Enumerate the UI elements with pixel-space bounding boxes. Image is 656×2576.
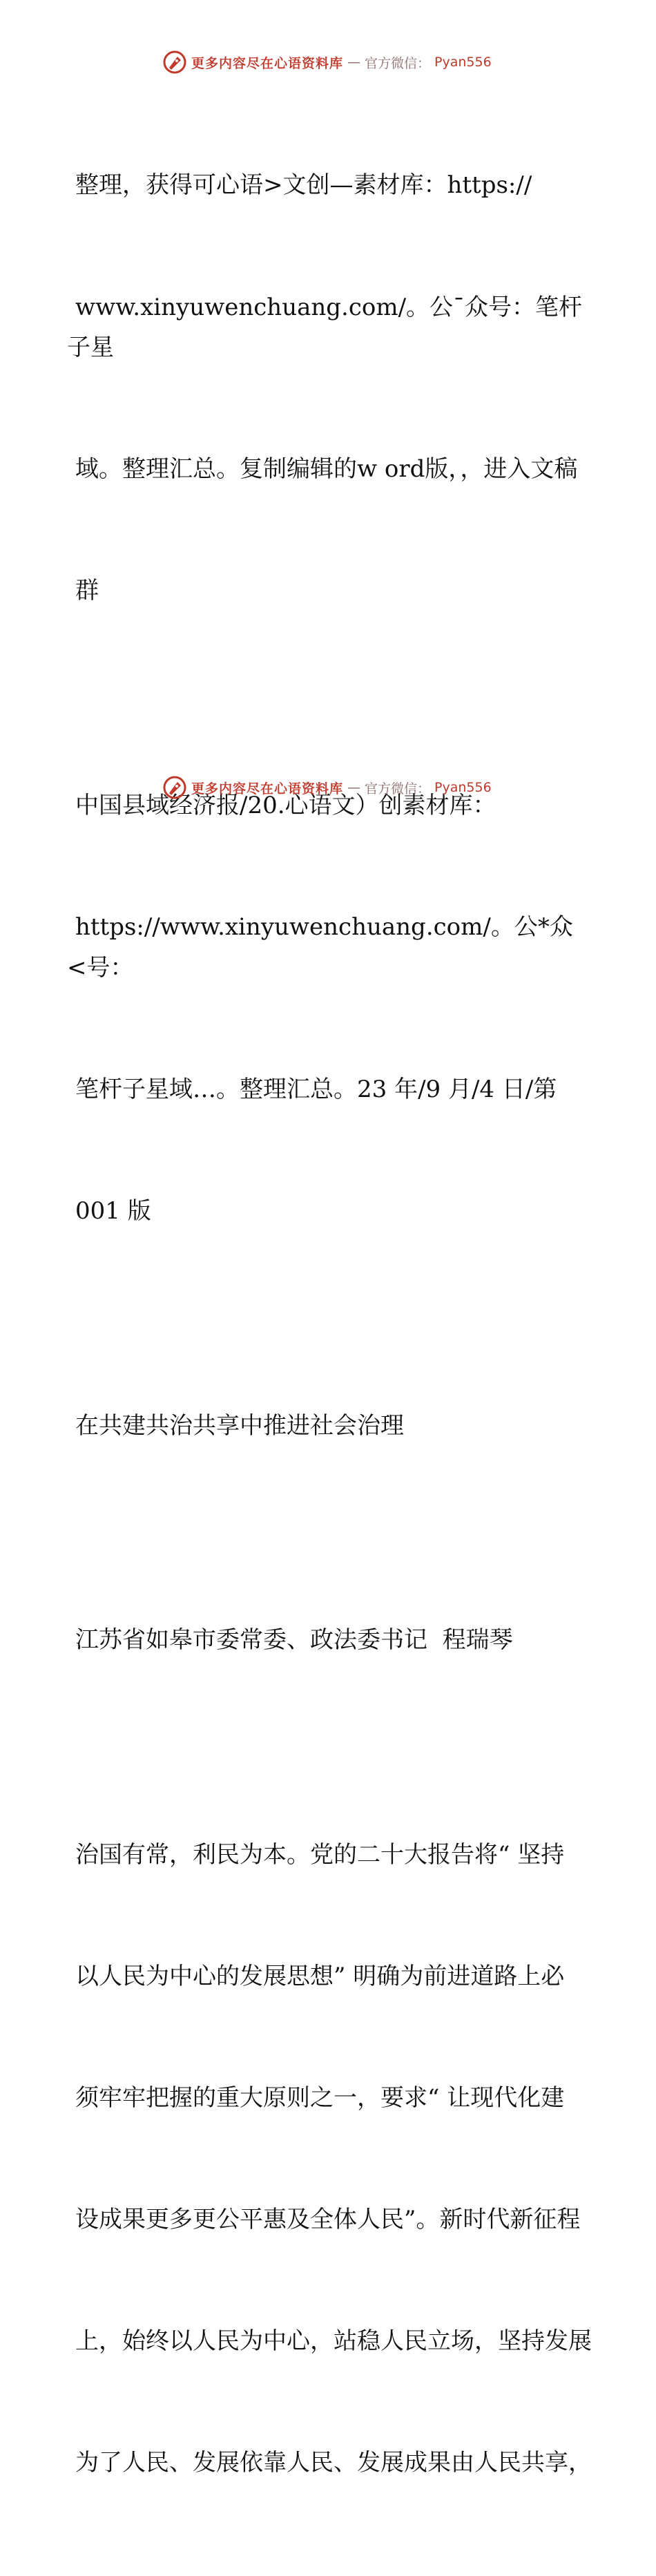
banner-text: 更多内容尽在心语资料库: [191, 781, 344, 796]
paragraph: [67, 1753, 592, 2564]
banner-wechat-label: 官方微信：: [365, 55, 431, 71]
pen-nib-logo-icon: [162, 775, 187, 800]
text-line: 江苏省如皋市委常委、政法委书记 程瑞琴: [75, 1626, 513, 1654]
header-banner: [162, 48, 492, 76]
paragraph: [67, 84, 592, 693]
text-line: 001 版: [75, 1196, 151, 1225]
banner-separator: —: [347, 55, 361, 70]
text-line: www.xinyuwenchuang.com/。公¯众号：笔杆子星: [67, 293, 583, 362]
text-line: 域。整理汇总。复制编辑的w ord版，，进入文稿: [75, 455, 578, 484]
text-line: 在共建共治共享中推进社会治理: [75, 1411, 404, 1440]
banner-separator: —: [347, 780, 361, 795]
text-line: 以人民为中心的发展思想” 明确为前进道路上必: [75, 1962, 565, 1990]
text-line: 为了人民、发展依靠人民、发展成果由人民共享，: [75, 2449, 592, 2477]
footer-banner: [162, 774, 492, 801]
text-line: 上，始终以人民为中心，站稳人民立场，坚持发展: [75, 2327, 592, 2355]
text-line: 整理，获得可心语>文创—素材库：https://: [75, 171, 532, 200]
text-line: 群: [75, 577, 99, 605]
banner-wechat-id: Pyan556: [434, 55, 492, 70]
document-body: [67, 84, 592, 2576]
banner-wechat-id: Pyan556: [434, 780, 492, 795]
author-byline: [67, 1539, 592, 1742]
text-line: 须牢牢把握的重大原则之一，要求“ 让现代化建: [75, 2083, 565, 2112]
text-line: 设成果更多更公平惠及全体人民”。新时代新征程: [75, 2205, 581, 2233]
text-line: 笔杆子星域…。整理汇总。23 年/9 月/4 日/第: [75, 1075, 557, 1103]
banner-wechat-label: 官方微信：: [365, 781, 431, 796]
text-line: https://www.xinyuwenchuang.com/。公*众<号：: [67, 913, 573, 982]
article-title: [67, 1324, 592, 1527]
banner-text: 更多内容尽在心语资料库: [191, 55, 344, 71]
text-line: 治国有常，利民为本。党的二十大报告将“ 坚持: [75, 1840, 565, 1869]
pen-nib-logo-icon: [162, 50, 187, 75]
text-line: 中国县域经济报/20.心语文）创素材库：: [75, 791, 496, 819]
